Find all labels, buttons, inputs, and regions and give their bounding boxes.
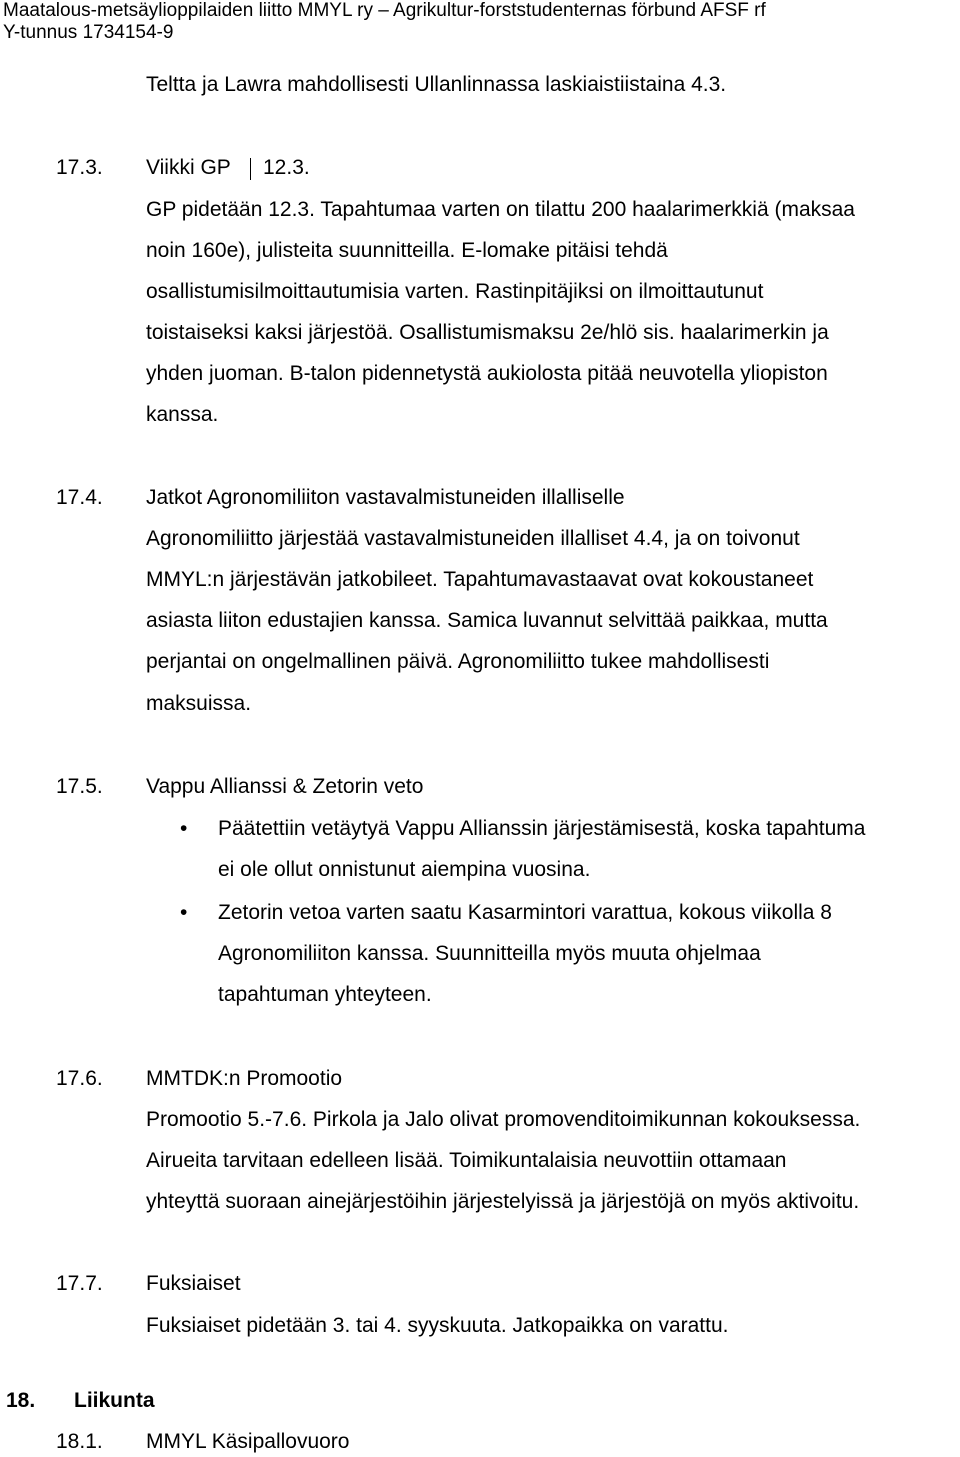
item-number: 17.7. — [56, 1272, 103, 1295]
item-title-extra: 12.3. — [263, 156, 310, 179]
item-line: Airueita tarvitaan edelleen lisää. Toimikuntalaisia neuvottiin ottamaan — [146, 1149, 787, 1172]
item-line: MMYL:n järjestävän jatkobileet. Tapahtumavastaavat ovat kokoustaneet — [146, 568, 814, 591]
item-line: kanssa. — [146, 403, 219, 426]
item-number: 17.5. — [56, 775, 103, 798]
item-title: Fuksiaiset — [146, 1272, 241, 1295]
item-number: 17.4. — [56, 486, 103, 509]
header-business-id: Y-tunnus 1734154-9 — [3, 22, 174, 43]
item-line: yhteyttä suoraan ainejärjestöihin järjestelyissä ja järjestöjä on myös aktivoitu. — [146, 1190, 860, 1213]
item-line: osallistumisilmoittautumisia varten. Rastinpitäjiksi on ilmoittautunut — [146, 280, 764, 303]
item-title: Vappu Allianssi & Zetorin veto — [146, 775, 424, 798]
bullet-icon: • — [180, 901, 188, 924]
item-line: toistaiseksi kaksi järjestöä. Osallistumismaksu 2e/hlö sis. haalarimerkin ja — [146, 321, 829, 344]
bullet-line: tapahtuman yhteyteen. — [218, 983, 432, 1006]
bullet-line: Päätettiin vetäytyä Vappu Allianssin järjestämisestä, koska tapahtuma — [218, 817, 866, 840]
item-line: perjantai on ongelmallinen päivä. Agronomiliitto tukee mahdollisesti — [146, 650, 770, 673]
item-line: Promootio 5.-7.6. Pirkola ja Jalo olivat promovenditoimikunnan kokouksessa. — [146, 1108, 861, 1131]
bullet-line: Agronomiliiton kanssa. Suunnitteilla myös muuta ohjelmaa — [218, 942, 761, 965]
item-line: maksuissa. — [146, 692, 252, 715]
item-line: Fuksiaiset pidetään 3. tai 4. syyskuuta. Jatkopaikka on varattu. — [146, 1314, 729, 1337]
item-line: asiasta liiton edustajien kanssa. Samica luvannut selvittää paikkaa, mutta — [146, 609, 828, 632]
item-title: Jatkot Agronomiliiton vastavalmistuneiden illalliselle — [146, 486, 625, 509]
bullet-line: Zetorin vetoa varten saatu Kasarmintori varattua, kokous viikolla 8 — [218, 901, 832, 924]
bullet-line: ei ole ollut onnistunut aiempina vuosina. — [218, 858, 591, 881]
bullet-icon: • — [180, 817, 188, 840]
item-line: yhden juoman. B-talon pidennetystä aukiolosta pitää neuvotella yliopiston — [146, 362, 828, 385]
item-line: GP pidetään 12.3. Tapahtumaa varten on tilattu 200 haalarimerkkiä (maksaa — [146, 198, 855, 221]
item-number: 17.3. — [56, 156, 103, 179]
header-org-name: Maatalous-metsäylioppilaiden liitto MMYL ry – Agrikultur-forststudenternas förbund AFSF rf — [3, 0, 766, 21]
section-number: 18. — [6, 1389, 36, 1412]
item-line: Agronomiliitto järjestää vastavalmistuneiden illalliset 4.4, ja on toivonut — [146, 527, 800, 550]
item-number: 17.6. — [56, 1067, 103, 1090]
item-title: Viikki GP — [146, 156, 231, 179]
title-separator — [250, 158, 251, 180]
intro-text: Teltta ja Lawra mahdollisesti Ullanlinnassa laskiaistiistaina 4.3. — [146, 73, 727, 96]
item-title: MMTDK:n Promootio — [146, 1067, 343, 1090]
item-line: noin 160e), julisteita suunnitteilla. E-lomake pitäisi tehdä — [146, 239, 668, 262]
item-number: 18.1. — [56, 1430, 103, 1453]
item-title: MMYL Käsipallovuoro — [146, 1430, 350, 1453]
section-title: Liikunta — [74, 1389, 155, 1412]
